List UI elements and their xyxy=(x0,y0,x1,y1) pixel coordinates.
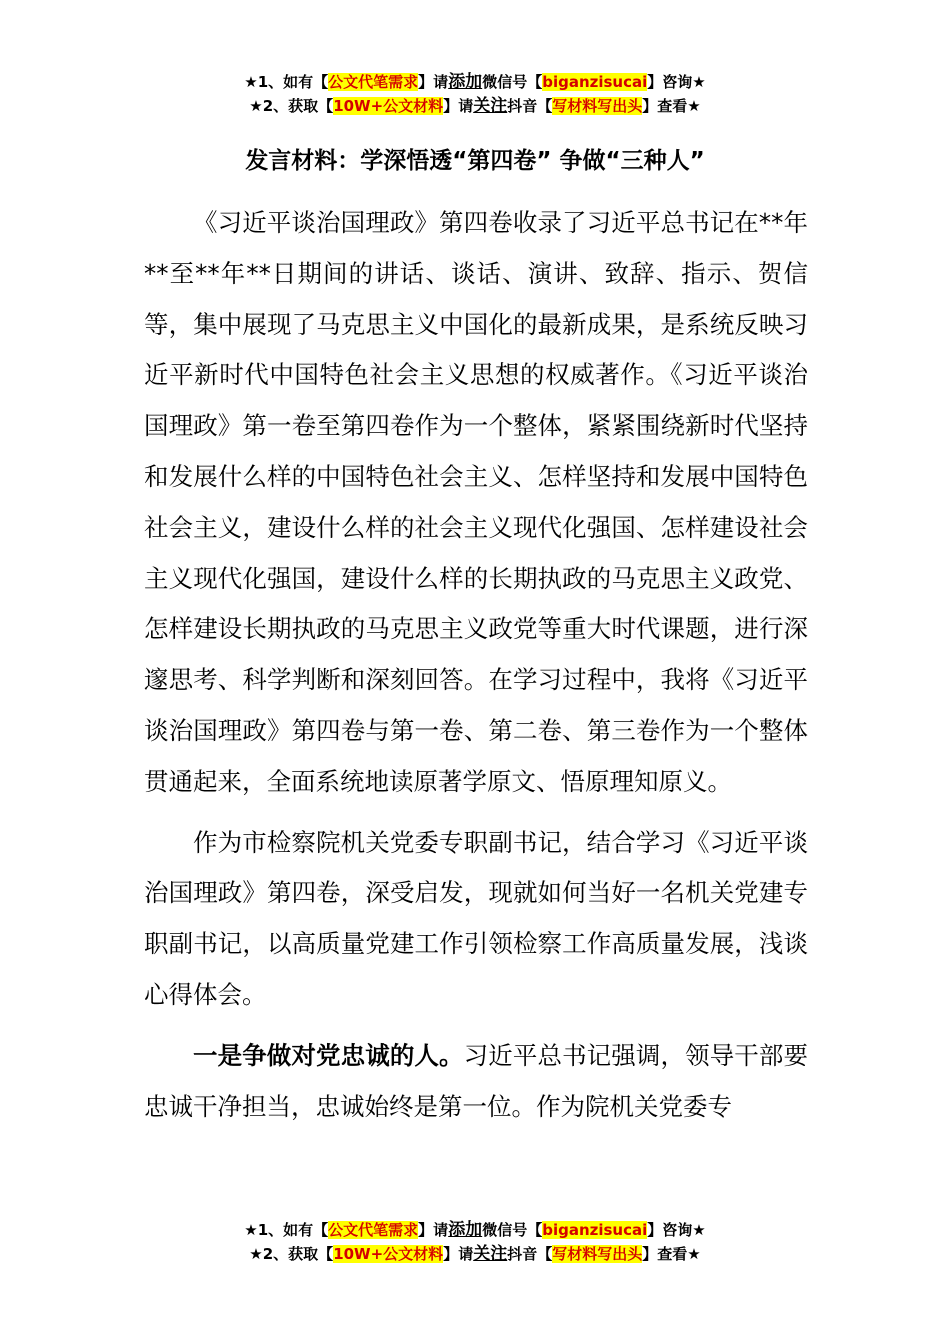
document-title: 发言材料：学深悟透“第四卷” 争做“三种人” xyxy=(245,148,705,174)
paragraph-point-one xyxy=(144,1031,808,1133)
promo-text: ★1、如有【 xyxy=(244,1221,329,1239)
promo-text: ★1、如有【 xyxy=(244,73,329,91)
promo-line-2 xyxy=(0,94,950,118)
promo-text: 微信号【 xyxy=(482,73,543,91)
promo-text: 】查看★ xyxy=(642,97,701,115)
promo-text: 】咨询★ xyxy=(647,73,706,91)
promo-text: 】请 xyxy=(418,73,449,91)
promo-highlight: 公文代笔需求 xyxy=(328,1221,419,1239)
wechat-id: biganzisucai xyxy=(542,73,648,91)
promo-emphasis: 添加 xyxy=(448,1220,483,1240)
promo-text: 】请 xyxy=(418,1221,449,1239)
promo-text: 抖音【 xyxy=(507,97,553,115)
paragraph-intro: 《习近平谈治国理政》第四卷收录了习近平总书记在**年**至**年**日期间的讲话、谈话、演讲、致辞、指示、贺信等，集中展现了马克思主义中国化的最新成果，是系统反映习近平新时代中国特色社会主义思想的权威著作。《习近平谈治国理政》第一卷至第四卷作为一个整体，紧紧围绕新时代坚持和发展什么样的中国特色社会主义、怎样坚持和发展中国特色社会主义，建设什么样的社会主义现代化强国、怎样建设社会主义现代化强国，建设什么样的长期执政的马克思主义政党、怎样建设长期执政的马克思主义政党等重大时代课题，进行深邃思考、科学判断和深刻回答。在学习过程中，我将《习近平谈治国理政》第四卷与第一卷、第二卷、第三卷作为一个整体贯通起来，全面系统地读原著学原文、悟原理知原义。 xyxy=(144,208,808,796)
promo-emphasis: 添加 xyxy=(448,72,483,92)
promo-text: 】请 xyxy=(443,1245,474,1263)
promo-highlight: 10W+公文材料 xyxy=(333,1245,444,1263)
promo-text: 微信号【 xyxy=(482,1221,543,1239)
wechat-id: biganzisucai xyxy=(542,1221,648,1239)
footer-promo xyxy=(0,1218,950,1266)
promo-emphasis: 关注 xyxy=(473,1244,508,1264)
promo-text: 】请 xyxy=(443,97,474,115)
point-heading: 一是争做对党忠诚的人。 xyxy=(193,1040,464,1070)
promo-text: 抖音【 xyxy=(507,1245,553,1263)
promo-emphasis: 关注 xyxy=(473,96,508,116)
promo-text: 】咨询★ xyxy=(647,1221,706,1239)
promo-text: 】查看★ xyxy=(642,1245,701,1263)
promo-highlight: 公文代笔需求 xyxy=(328,73,419,91)
promo-line-1 xyxy=(0,70,950,94)
header-promo xyxy=(0,70,950,118)
douyin-account: 写材料写出头 xyxy=(552,1245,643,1263)
douyin-account: 写材料写出头 xyxy=(552,97,643,115)
promo-line-1 xyxy=(0,1218,950,1242)
point-text: 习近平总书记强调，领导干部要忠诚干净担当，忠诚始终是第一位。作为院机关党委专 xyxy=(144,1040,809,1121)
promo-line-2 xyxy=(0,1242,950,1266)
promo-text: ★2、获取【 xyxy=(249,1245,334,1263)
promo-text: ★2、获取【 xyxy=(249,97,334,115)
paragraph-context: 作为市检察院机关党委专职副书记，结合学习《习近平谈治国理政》第四卷，深受启发，现就如何当好一名机关党建专职副书记，以高质量党建工作引领检察工作高质量发展，浅谈心得体会。 xyxy=(144,827,808,1009)
promo-highlight: 10W+公文材料 xyxy=(333,97,444,115)
document-body xyxy=(144,198,808,1132)
